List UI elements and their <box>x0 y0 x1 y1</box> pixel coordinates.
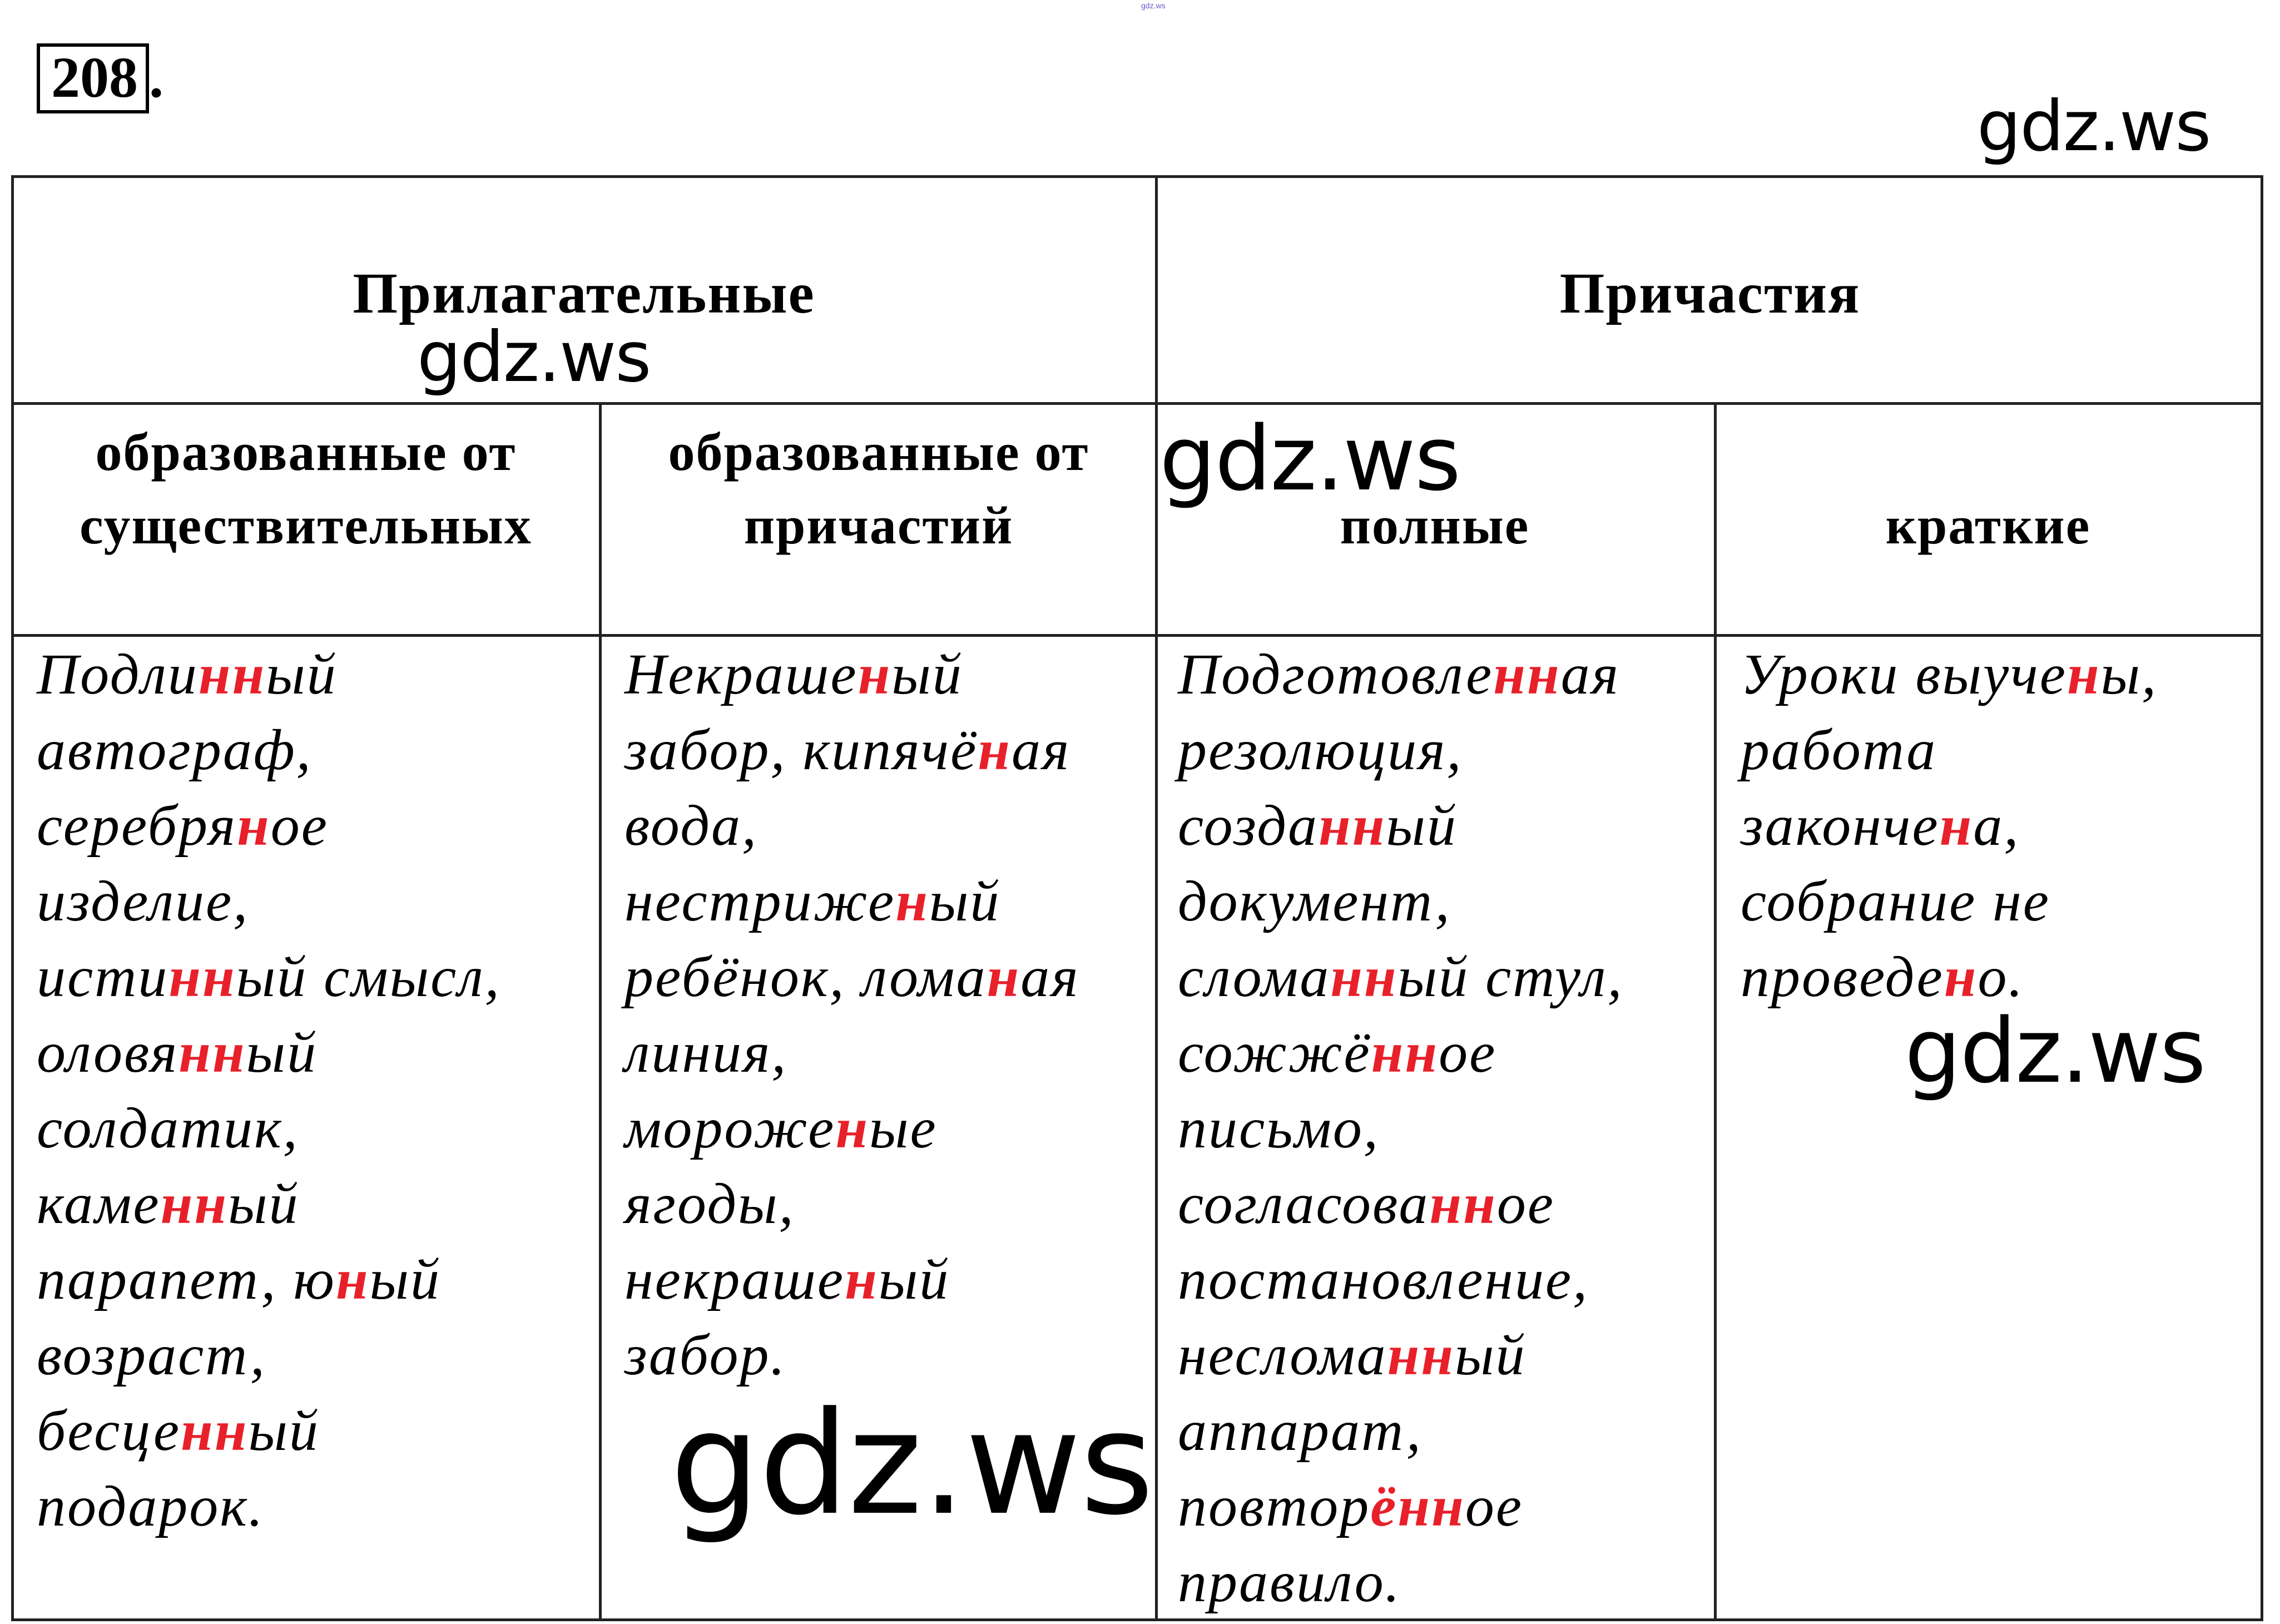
highlighted-letters: ённ <box>1370 1474 1465 1538</box>
text-segment: сожжё <box>1178 1021 1371 1085</box>
table-border-left <box>11 175 14 1621</box>
text-line <box>624 1242 1080 1318</box>
highlighted-letters: нн <box>198 642 266 706</box>
text-segment: повтор <box>1178 1474 1371 1538</box>
text-segment: ый <box>228 1172 300 1236</box>
text-segment: ягоды, <box>624 1172 795 1236</box>
text-segment: вода, <box>624 794 759 858</box>
text-segment: подарок. <box>37 1474 265 1538</box>
highlighted-letters: нн <box>1319 794 1386 858</box>
text-segment: резолюция, <box>1178 718 1463 782</box>
text-line <box>1178 939 1624 1015</box>
table-border-top <box>11 175 2263 178</box>
text-line <box>624 637 1080 712</box>
text-segment: собрание не <box>1741 869 2051 933</box>
text-segment: ое <box>1465 1474 1524 1538</box>
text-segment: оловя <box>37 1021 179 1085</box>
text-segment: нестриже <box>624 869 896 933</box>
highlighted-letters: нн <box>1371 1021 1439 1085</box>
text-line <box>1741 864 2158 939</box>
text-segment: ая <box>1020 945 1080 1009</box>
text-line <box>37 1242 501 1318</box>
header-adjectives: Прилагательные <box>353 261 815 325</box>
text-segment: изделие, <box>37 869 250 933</box>
text-segment: ый стул, <box>1397 945 1624 1009</box>
table-border-bottom <box>11 1618 2263 1621</box>
text-segment: ый <box>246 1021 318 1085</box>
text-segment: ый <box>929 869 1001 933</box>
text-line <box>624 1015 1080 1091</box>
table-divider-main <box>1155 175 1158 1621</box>
text-segment: каме <box>37 1172 161 1236</box>
highlighted-letters: нн <box>160 1172 229 1236</box>
exercise-number <box>37 43 163 113</box>
cell-short-participles <box>1741 637 2158 1015</box>
highlighted-letters: нн <box>1330 945 1398 1009</box>
text-line <box>1178 864 1624 939</box>
text-line <box>37 788 501 864</box>
subheader-short: краткие <box>1885 496 2091 555</box>
text-line <box>1178 1469 1624 1544</box>
highlighted-letters: н <box>895 869 929 933</box>
text-line <box>1741 712 2158 788</box>
text-segment: письмо, <box>1178 1096 1380 1160</box>
highlighted-letters: н <box>1944 945 1978 1009</box>
subheader-line: образованные от <box>668 422 1089 482</box>
highlighted-letters: нн <box>1387 1323 1455 1387</box>
text-line <box>37 1015 501 1091</box>
text-segment: ое <box>1439 1021 1497 1085</box>
table-divider-col4 <box>1714 402 1717 1621</box>
highlighted-letters: н <box>1939 794 1974 858</box>
subheader-from-participles <box>601 415 1157 562</box>
text-line <box>624 1091 1080 1166</box>
text-line <box>37 712 501 788</box>
text-segment: ый <box>266 642 338 706</box>
table-border-header <box>11 402 2263 405</box>
text-line <box>1178 1242 1624 1318</box>
subheader-line: образованные от <box>95 422 517 482</box>
text-segment: документ, <box>1178 869 1451 933</box>
text-segment: Подготовле <box>1178 642 1494 706</box>
text-line <box>1178 1166 1624 1242</box>
subheader-from-nouns <box>11 415 601 562</box>
text-segment: ый <box>1455 1323 1526 1387</box>
text-line <box>624 864 1080 939</box>
watermark: gdz.ws <box>670 1382 1153 1547</box>
header-participles: Причастия <box>1559 261 1861 325</box>
text-line <box>1178 788 1624 864</box>
text-segment: Подли <box>37 642 199 706</box>
highlighted-letters: н <box>987 945 1021 1009</box>
text-segment: ый <box>891 642 963 706</box>
highlighted-letters: нн <box>179 1021 246 1085</box>
text-segment: парапет, ю <box>37 1247 336 1311</box>
text-segment: ое <box>270 794 329 858</box>
text-segment: бесце <box>37 1399 181 1463</box>
text-segment: ая <box>1560 642 1620 706</box>
text-segment: забор. <box>624 1323 787 1387</box>
text-line <box>624 1166 1080 1242</box>
highlighted-letters: нн <box>1429 1172 1497 1236</box>
text-segment: а, <box>1973 794 2020 858</box>
highlighted-letters: н <box>335 1247 370 1311</box>
highlighted-letters: н <box>237 794 271 858</box>
text-line <box>37 939 501 1015</box>
text-segment: Некраше <box>624 642 858 706</box>
subheader-line: причастий <box>744 496 1014 555</box>
text-segment: правило. <box>1178 1550 1401 1614</box>
text-segment: работа <box>1741 718 1937 782</box>
text-line <box>37 1091 501 1166</box>
table-border-right <box>2261 175 2263 1621</box>
text-segment: мороже <box>624 1096 836 1160</box>
text-line <box>1178 712 1624 788</box>
text-segment: законче <box>1741 794 1940 858</box>
text-segment: ое <box>1496 1172 1555 1236</box>
text-segment: ый <box>248 1399 320 1463</box>
text-segment: о. <box>1977 945 2025 1009</box>
text-segment: постановление, <box>1178 1247 1589 1311</box>
watermark: gdz.ws <box>417 317 651 398</box>
text-line <box>37 1469 501 1544</box>
text-segment: проведе <box>1741 945 1944 1009</box>
text-segment: линия, <box>624 1021 788 1085</box>
text-line <box>1178 1544 1624 1620</box>
text-segment: ый смысл, <box>236 945 501 1009</box>
text-segment: ы, <box>2100 642 2158 706</box>
text-line <box>1178 1015 1624 1091</box>
text-segment: серебря <box>37 794 237 858</box>
highlighted-letters: н <box>978 718 1012 782</box>
subheader-full: полные <box>1340 496 1530 555</box>
subheader-line: существительных <box>80 496 532 555</box>
text-line <box>37 1318 501 1393</box>
text-segment: возраст, <box>37 1323 266 1387</box>
highlighted-letters: нн <box>168 945 236 1009</box>
text-line <box>1178 1318 1624 1393</box>
text-segment: забор, кипячё <box>624 718 978 782</box>
highlighted-letters: н <box>835 1096 870 1160</box>
text-line <box>1178 1393 1624 1469</box>
watermark: gdz.ws <box>1977 86 2210 167</box>
text-segment: исти <box>37 945 169 1009</box>
top-watermark: gdz.ws <box>1141 1 1166 10</box>
cell-from-nouns <box>37 637 501 1544</box>
highlighted-letters: н <box>2066 642 2101 706</box>
text-line <box>1178 1091 1624 1166</box>
highlighted-letters: н <box>858 642 892 706</box>
watermark: gdz.ws <box>1159 407 1460 511</box>
text-segment: созда <box>1178 794 1319 858</box>
text-line <box>624 788 1080 864</box>
exercise-number-box: 208 <box>37 43 149 113</box>
text-line <box>1741 637 2158 712</box>
text-segment: автограф, <box>37 718 313 782</box>
text-segment: аппарат, <box>1178 1399 1422 1463</box>
text-segment: ая <box>1012 718 1071 782</box>
text-line <box>37 1393 501 1469</box>
text-segment: согласова <box>1178 1172 1430 1236</box>
text-segment: ые <box>869 1096 938 1160</box>
cell-from-participles <box>624 637 1080 1393</box>
text-line <box>37 864 501 939</box>
highlighted-letters: нн <box>1493 642 1561 706</box>
exercise-number-dot: . <box>149 46 163 110</box>
text-line <box>37 637 501 712</box>
text-segment: Уроки выуче <box>1741 642 2067 706</box>
highlighted-letters: нн <box>181 1399 249 1463</box>
text-segment: ребёнок, лома <box>624 945 987 1009</box>
text-segment: слома <box>1178 945 1331 1009</box>
text-line <box>1741 788 2158 864</box>
text-segment: ый <box>878 1247 950 1311</box>
text-line <box>37 1166 501 1242</box>
text-segment: ый <box>1386 794 1458 858</box>
text-segment: некраше <box>624 1247 845 1311</box>
table-divider-col2 <box>599 402 602 1621</box>
highlighted-letters: н <box>845 1247 879 1311</box>
text-line <box>1178 637 1624 712</box>
text-line <box>624 939 1080 1015</box>
text-segment: солдатик, <box>37 1096 299 1160</box>
cell-full-participles <box>1178 637 1624 1620</box>
text-segment: ый <box>369 1247 441 1311</box>
text-segment: неслома <box>1178 1323 1387 1387</box>
text-line <box>624 712 1080 788</box>
watermark: gdz.ws <box>1905 999 2205 1103</box>
